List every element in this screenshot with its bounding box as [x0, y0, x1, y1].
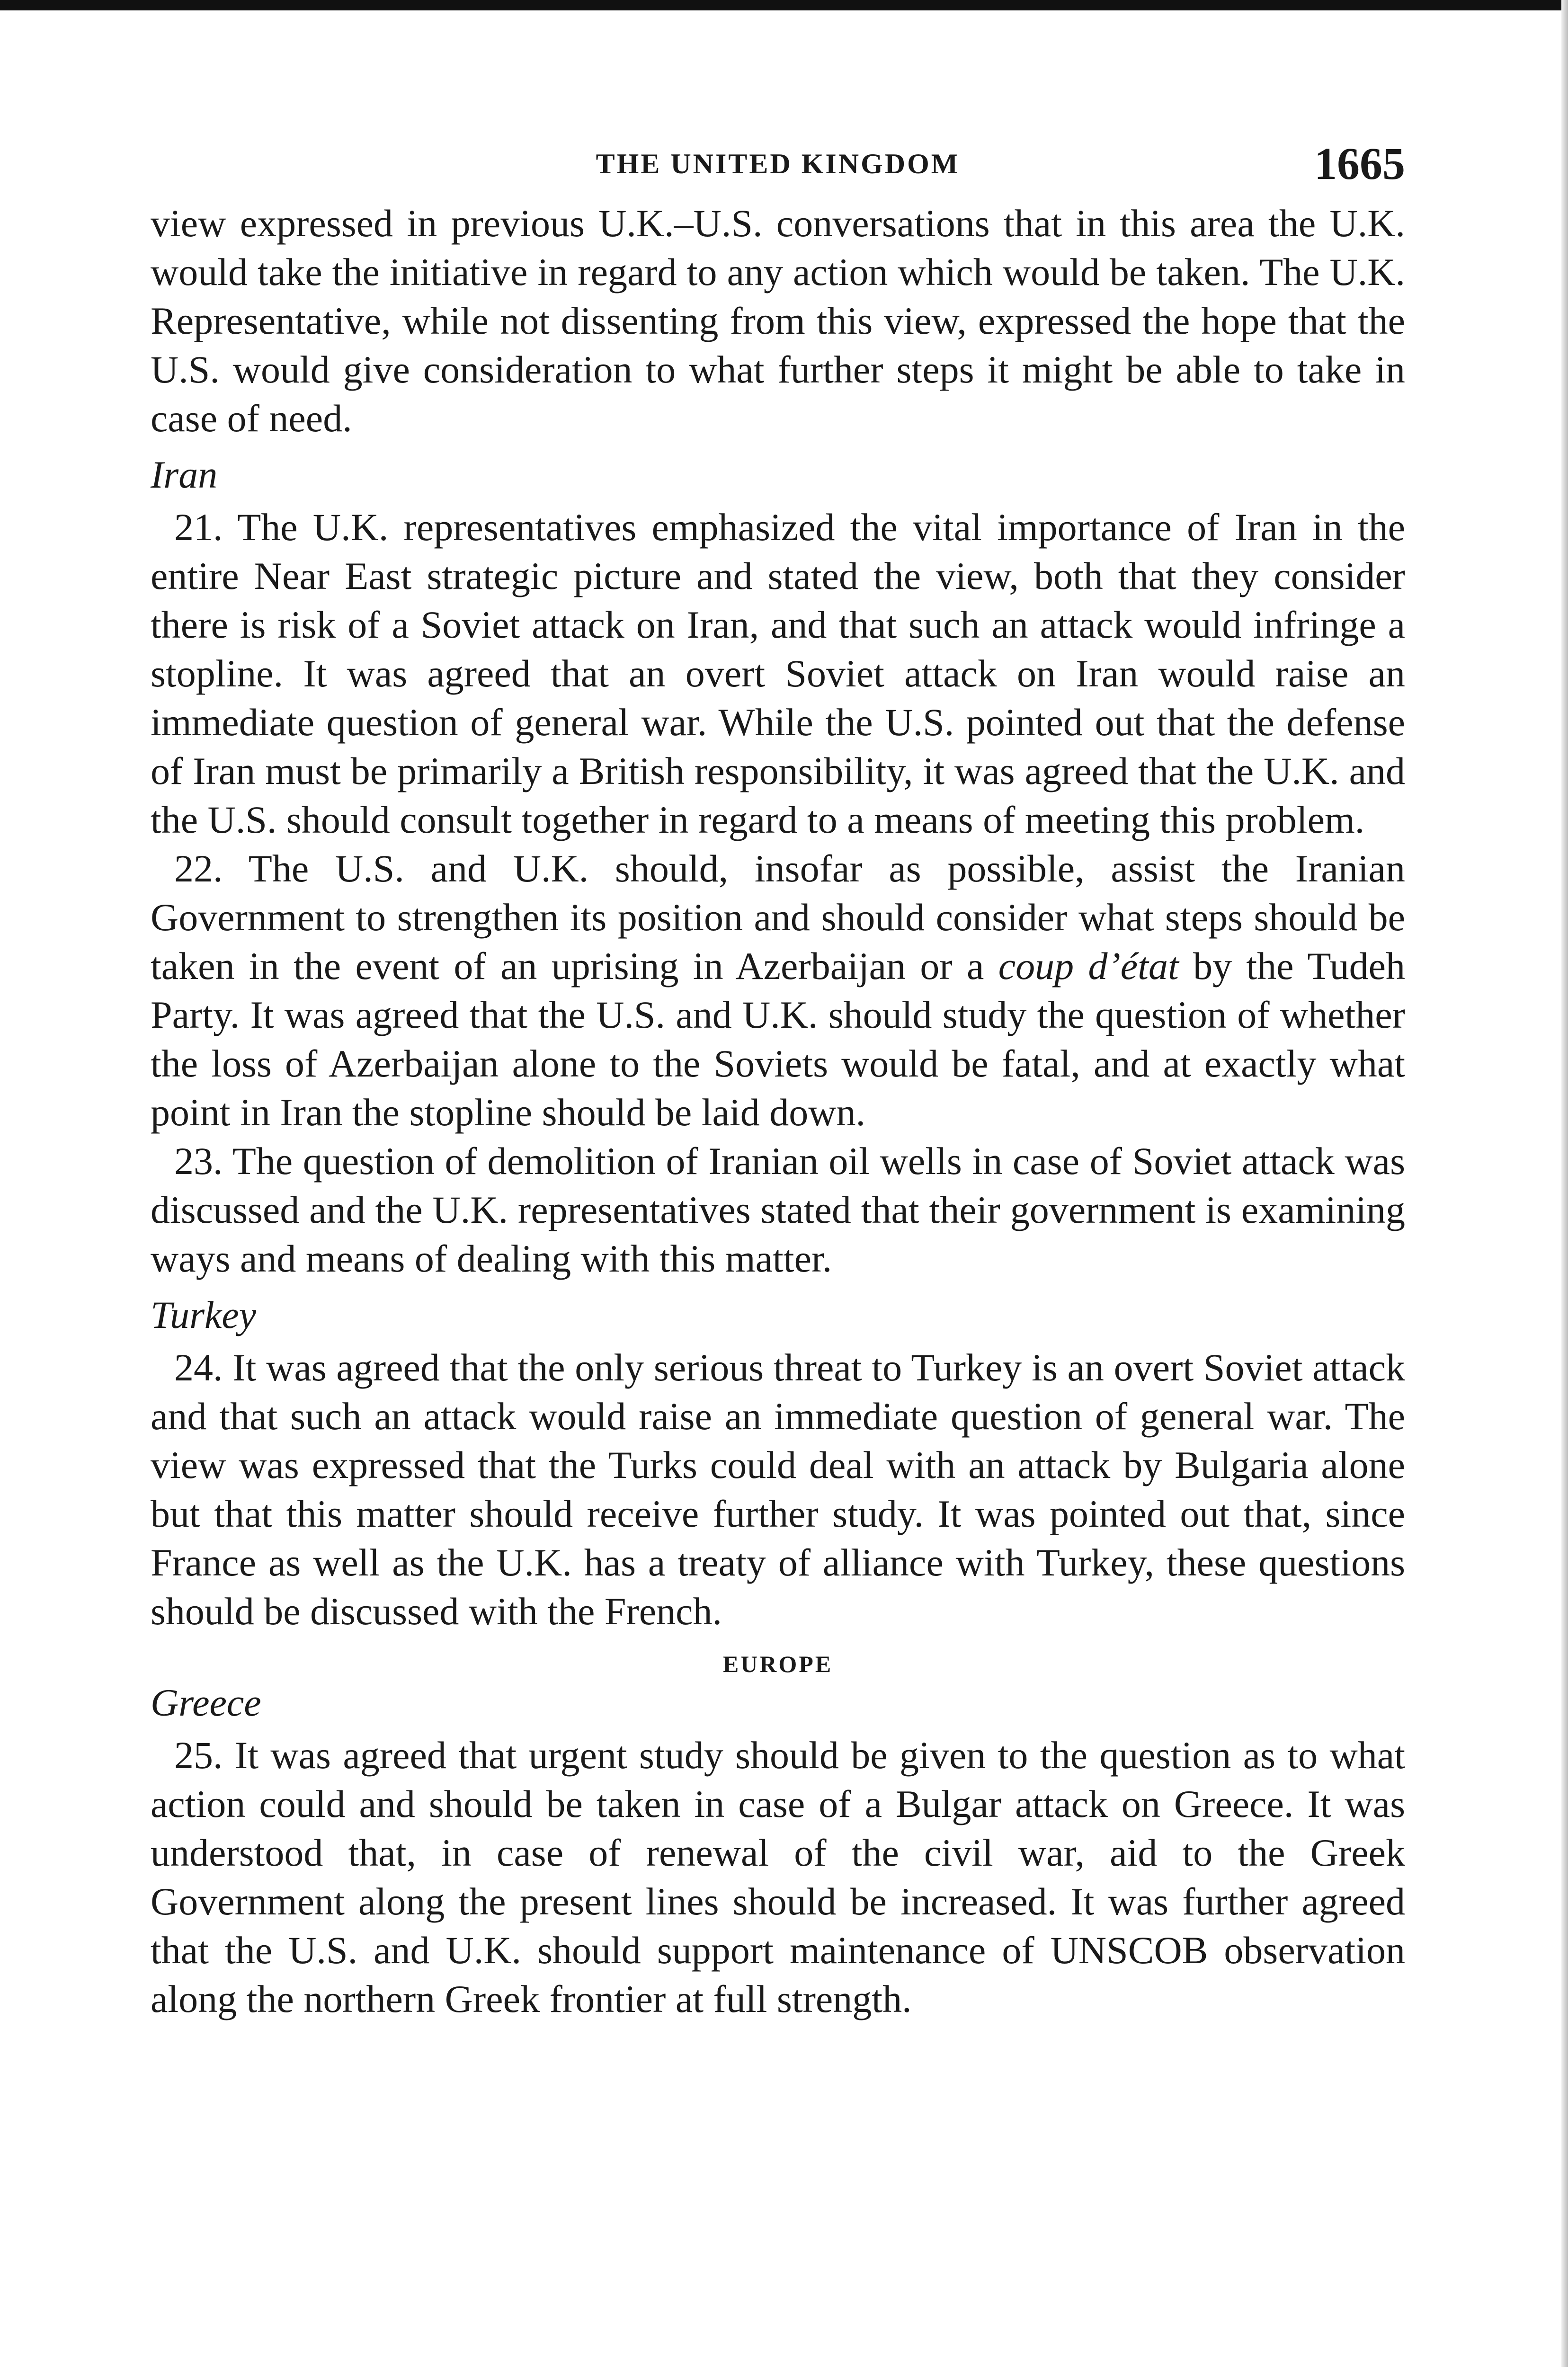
running-head: THE UNITED KINGDOM [596, 148, 960, 179]
section-heading-europe: EUROPE [722, 1651, 833, 1677]
subheading-turkey: Turkey [151, 1293, 257, 1336]
page-edge-shadow [1561, 0, 1568, 2367]
paragraph-22 [151, 844, 1405, 1137]
subheading-greece: Greece [151, 1681, 261, 1724]
paragraph-24: 24. It was agreed that the only serious threat to Turkey is an overt Soviet attack and that such an attack would raise an immediate question of general war. The view was expressed that the Turks could deal with an attack by Bulgaria alone but that this matter should receive further study. It was pointed out that, since France as well as the U.K. has a treaty of alliance with Turkey, these questions should be discussed with the French. [151, 1346, 1405, 1633]
paragraph-21: 21. The U.K. representatives emphasized the vital importance of Iran in the entire Near East strategic picture and stated the view, both that they consider there is risk of a Soviet attack on Iran, and that such an attack would infringe a stopline. It was agreed that an overt Soviet attack on Iran would raise an immediate question of general war. While the U.S. pointed out that the defense of Iran must be primarily a British responsibility, it was agreed that the U.K. and the U.S. should consult together in regard to a means of meeting this problem. [151, 506, 1405, 841]
top-border-rule [0, 0, 1568, 10]
paragraph-22-part-b: by the Tudeh Party. It was agreed that the U.S. and U.K. should study the question of whether the loss of Azerbaijan alone to the Soviets would be fatal, and at exactly what point in Iran the stopline should be laid down. [151, 944, 1405, 1134]
paragraph-intro: view expressed in previous U.K.–U.S. conversations that in this area the U.K. would take the initiative in regard to any action which would be taken. The U.K. Representative, while not dissenting from this view, expressed the hope that the U.S. would give consideration to what further steps it might be able to take in case of need. [151, 202, 1405, 440]
paragraph-25: 25. It was agreed that urgent study should be given to the question as to what action could and should be taken in case of a Bulgar attack on Greece. It was understood that, in case of renewal of the civil war, aid to the Greek Government along the present lines should be increased. It was further agreed that the U.S. and U.K. should support maintenance of UNSCOB observation along the northern Greek frontier at full strength. [151, 1734, 1405, 2020]
paragraph-22-part-a: 22. The U.S. and U.K. should, insofar as possible, assist the Iranian Government to strengthen its position and should consider what steps should be taken in the event of an uprising in Azerbaijan or a [151, 847, 1405, 988]
subheading-iran: Iran [151, 453, 218, 496]
paragraph-22-italic-term: coup d’état [998, 944, 1179, 988]
page-number: 1665 [1314, 138, 1405, 189]
page-header [151, 137, 1405, 199]
document-page [151, 137, 1405, 2023]
paragraph-23: 23. The question of demolition of Iranian oil wells in case of Soviet attack was discussed and the U.K. representatives stated that their government is examining ways and means of dealing with this matter. [151, 1139, 1405, 1280]
